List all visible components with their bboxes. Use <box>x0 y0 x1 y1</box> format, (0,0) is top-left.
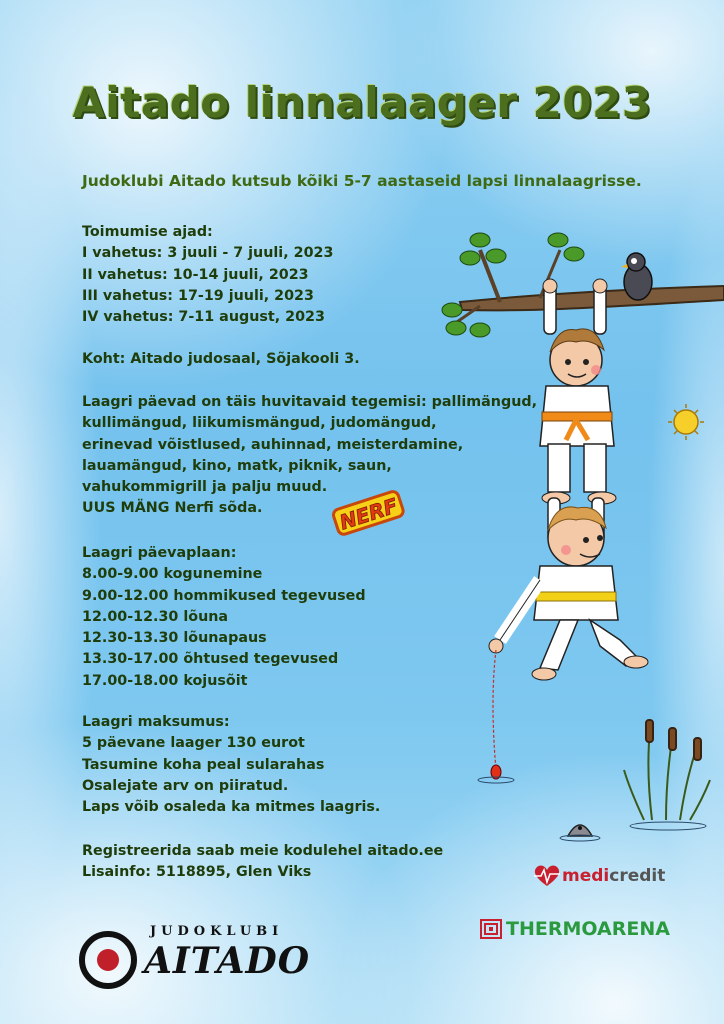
price-line: 5 päevane laager 130 eurot <box>82 735 305 752</box>
activities-line: kullimängud, liikumismängud, judomängud, <box>82 415 437 432</box>
price-heading: Laagri maksumus: <box>82 714 230 730</box>
camp-place <box>82 349 360 370</box>
thermoarena-text: THERMOARENA <box>506 918 670 940</box>
judoklubi-aitado-logo <box>78 924 311 994</box>
club-name-top: JUDOKLUBI <box>150 924 284 939</box>
sun <box>668 404 704 440</box>
camp-schedule <box>82 543 366 692</box>
fish <box>560 825 600 841</box>
activities-line: erinevad võistlused, auhinnad, meisterdamine, <box>82 436 464 453</box>
contact-line: Lisainfo: 5118895, Glen Viks <box>82 864 312 881</box>
schedule-line: 17.00-18.00 kojusõit <box>82 672 248 689</box>
times-line: I vahetus: 3 juuli - 7 juuli, 2023 <box>82 245 334 262</box>
page-title: Aitado linnalaager 2023 <box>72 78 652 127</box>
nerf-logo <box>328 484 408 540</box>
tree-branch <box>442 233 724 337</box>
thermoarena-icon <box>480 919 502 939</box>
activities-line: vahukommigrill ja palju muud. <box>82 479 328 496</box>
times-line: II vahetus: 10-14 juuli, 2023 <box>82 266 309 283</box>
medicredit-part2: credit <box>609 866 666 886</box>
place-line: Koht: Aitado judosaal, Sõjakooli 3. <box>82 351 360 367</box>
times-heading: Toimumise ajad: <box>82 224 213 240</box>
schedule-line: 9.00-12.00 hommikused tegevused <box>82 587 366 604</box>
activities-line: UUS MÄNG Nerfi sõda. <box>82 500 263 517</box>
activities-line: lauamängud, kino, matk, piknik, saun, <box>82 457 392 474</box>
price-line: Tasumine koha peal sularahas <box>82 756 325 773</box>
schedule-heading: Laagri päevaplaan: <box>82 545 237 561</box>
camp-price <box>82 712 380 818</box>
heartbeat-icon <box>532 864 562 888</box>
times-line: IV vahetus: 7-11 august, 2023 <box>82 309 325 326</box>
schedule-line: 13.30-17.00 õhtused tegevused <box>82 651 339 668</box>
times-line: III vahetus: 17-19 juuli, 2023 <box>82 287 314 304</box>
club-name-main: AITADO <box>144 940 311 982</box>
activities-line: Laagri päevad on täis huvitavaid tegemisi: pallimängud, <box>82 394 538 410</box>
medicredit-logo <box>532 864 665 888</box>
subtitle: Judoklubi Aitado kutsub kõiki 5-7 aastaseid lapsi linnalaagrisse. <box>82 172 642 190</box>
schedule-line: 8.00-9.00 kogunemine <box>82 566 263 583</box>
registration-info <box>82 841 443 884</box>
nerf-logo-text: NERF <box>336 493 401 535</box>
judo-kid-top <box>540 279 616 504</box>
judo-kid-bottom <box>489 498 648 680</box>
schedule-line: 12.00-12.30 lõuna <box>82 608 229 625</box>
price-line: Laps võib osaleda ka mitmes laagris. <box>82 799 381 816</box>
price-line: Osalejate arv on piiratud. <box>82 777 289 794</box>
schedule-line: 12.30-13.30 lõunapaus <box>82 630 267 647</box>
judo-kids-illustration <box>440 220 724 860</box>
register-line: Registreerida saab meie kodulehel aitado.ee <box>82 843 444 859</box>
reeds <box>624 720 710 830</box>
medicredit-part1: medi <box>562 866 610 886</box>
camp-times <box>82 222 333 328</box>
fishing-line <box>478 650 514 783</box>
thermoarena-logo <box>480 918 670 940</box>
judo-circle-icon <box>78 930 138 990</box>
